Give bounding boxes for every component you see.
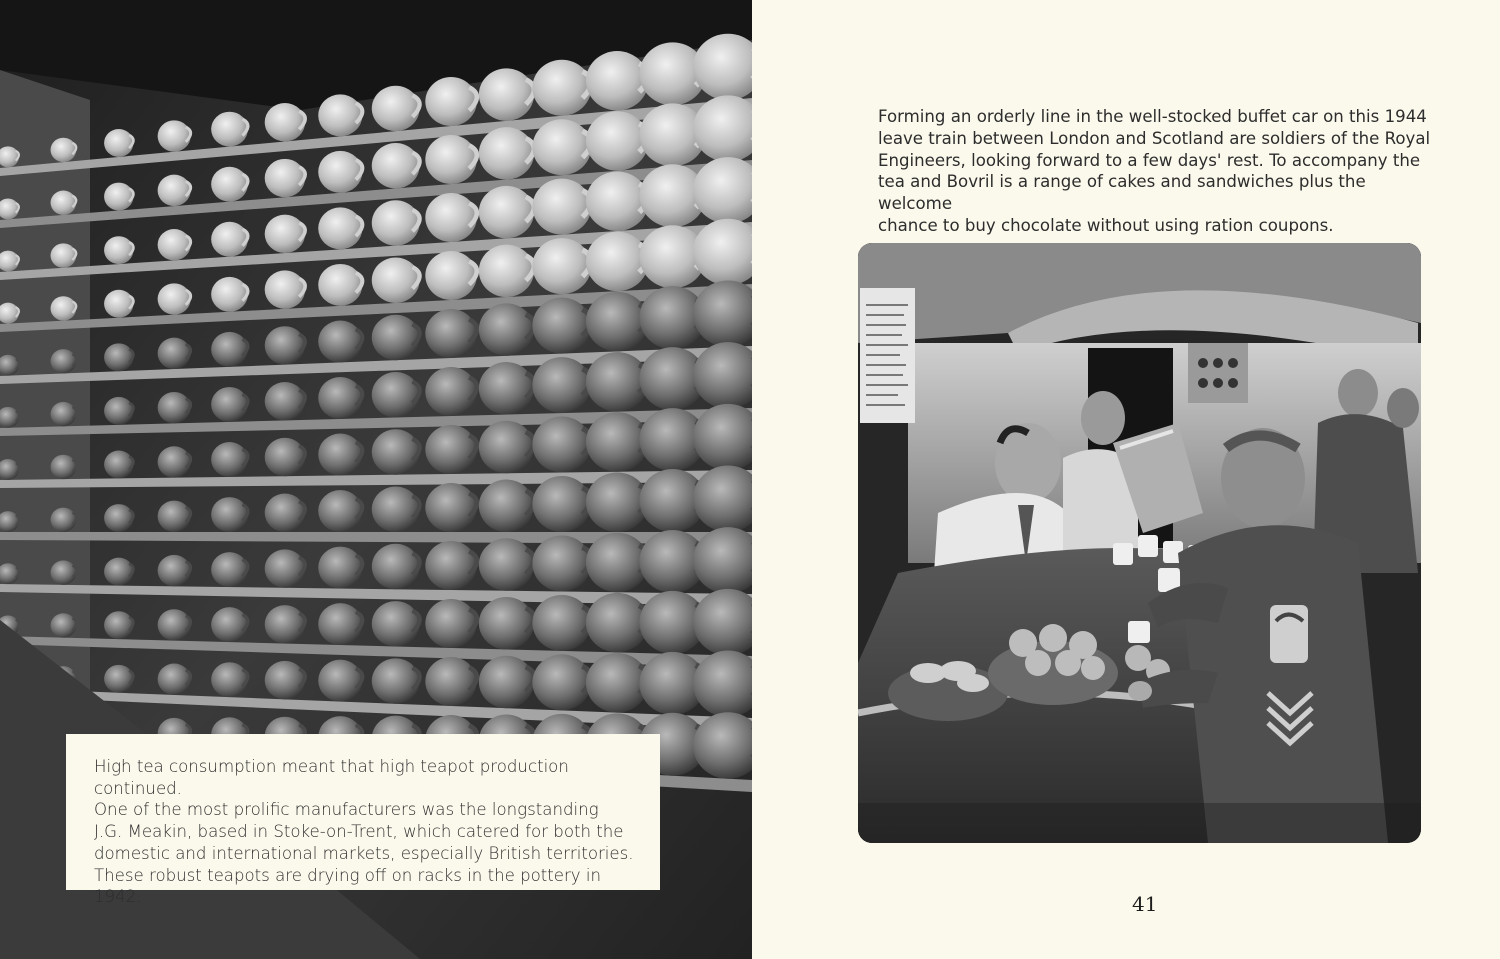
buffet-car-photo	[858, 243, 1421, 843]
teapot-caption: High tea consumption meant that high teapot production continued. One of the most prolific manufacturers was the longstanding J.G. Meakin, based in Stoke-on-Trent, which catered for both the domestic and international markets, especially British territories. These robust teapots are drying off on racks in the pottery in 1942.	[94, 757, 634, 907]
teapot-caption-box	[66, 734, 660, 907]
page-number: 41	[1132, 892, 1158, 916]
right-page	[752, 0, 1500, 959]
buffet-caption: Forming an orderly line in the well-stocked buffet car on this 1944 leave train between London and Scotland are soldiers of the Royal Engineers, looking forward to a few days' rest. To accompany the tea and Bovril is a range of cakes and sandwiches plus the welcome chance to buy chocolate without using ration coupons.	[878, 107, 1431, 235]
